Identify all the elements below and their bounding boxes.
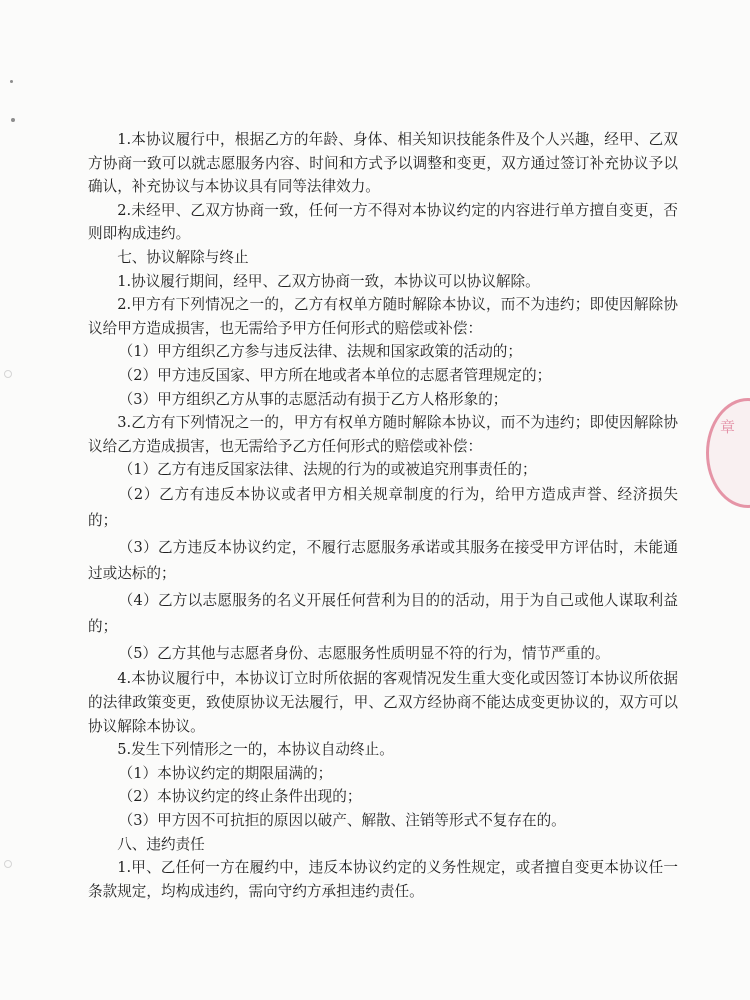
list-item: （1）乙方有违反国家法律、法规的行为的或被追究刑事责任的； bbox=[118, 461, 537, 479]
document-body bbox=[88, 128, 678, 903]
section-heading-liability: 八、违约责任 bbox=[117, 835, 205, 853]
binding-hole bbox=[4, 860, 12, 868]
paragraph-breach-liability: 1.甲、乙任何一方在履约中，违反本协议约定的义务性规定，或者擅自变更本协议任一条款规定，均构成违约，需向守约方承担违约责任。 bbox=[88, 859, 678, 900]
list-item: （3）乙方违反本协议约定，不履行志愿服务承诺或其服务在接受甲方评估时，未能通过或达标的； bbox=[88, 538, 678, 583]
list-item: （4）乙方以志愿服务的名义开展任何营利为目的的活动，用于为自己或他人谋取利益的； bbox=[88, 591, 678, 636]
margin-speck bbox=[11, 118, 15, 122]
list-item: （2）本协议约定的终止条件出现的； bbox=[118, 788, 362, 806]
paragraph-party-b-right-to-terminate: 2.甲方有下列情况之一的，乙方有权单方随时解除本协议，而不为违约；即使因解除协议给甲方造成损害，也无需给予甲方任何形式的赔偿或补偿： bbox=[88, 296, 678, 337]
paragraph-no-unilateral-change: 2.未经甲、乙双方协商一致，任何一方不得对本协议约定的内容进行单方擅自变更，否则即构成违约。 bbox=[88, 201, 678, 243]
paragraph-mutual-termination: 1.协议履行期间，经甲、乙双方协商一致，本协议可以协议解除。 bbox=[117, 272, 540, 290]
margin-speck bbox=[10, 80, 13, 83]
paragraph-adjustment-clause: 1.本协议履行中，根据乙方的年龄、身体、相关知识技能条件及个人兴趣，经甲、乙双方协商一致可以就志愿服务内容、时间和方式予以调整和变更，双方通过签订补充协议予以确认，补充协议与本协议具有同等法律效力。 bbox=[88, 131, 678, 196]
seal-partial-text: 章 bbox=[720, 418, 736, 436]
list-item: （3）甲方因不可抗拒的原因以破产、解散、注销等形式不复存在的。 bbox=[118, 811, 566, 829]
list-item: （1）本协议约定的期限届满的； bbox=[118, 764, 333, 782]
paragraph-party-a-right-to-terminate: 3.乙方有下列情况之一的，甲方有权单方随时解除本协议，而不为违约；即使因解除协议给乙方造成损害，也无需给予乙方任何形式的赔偿或补偿： bbox=[88, 414, 678, 455]
paragraph-changed-circumstances: 4.本协议履行中，本协议订立时所依据的客观情况发生重大变化或因签订本协议所依据的法律政策变更，致使原协议无法履行，甲、乙双方经协商不能达成变更协议的，双方可以协议解除本协议。 bbox=[88, 670, 678, 735]
section-heading-termination: 七、协议解除与终止 bbox=[117, 248, 249, 266]
list-item: （2）乙方有违反本协议或者甲方相关规章制度的行为，给甲方造成声誉、经济损失的； bbox=[88, 485, 678, 530]
binding-hole bbox=[4, 370, 12, 378]
paragraph-automatic-termination: 5.发生下列情形之一的，本协议自动终止。 bbox=[117, 741, 394, 759]
list-item: （3）甲方组织乙方从事的志愿活动有损于乙方人格形象的； bbox=[118, 390, 508, 408]
list-item: （5）乙方其他与志愿者身份、志愿服务性质明显不符的行为，情节严重的。 bbox=[118, 644, 610, 662]
list-item: （1）甲方组织乙方参与违反法律、法规和国家政策的活动的； bbox=[118, 343, 522, 361]
list-item: （2）甲方违反国家、甲方所在地或者本单位的志愿者管理规定的； bbox=[118, 366, 552, 384]
